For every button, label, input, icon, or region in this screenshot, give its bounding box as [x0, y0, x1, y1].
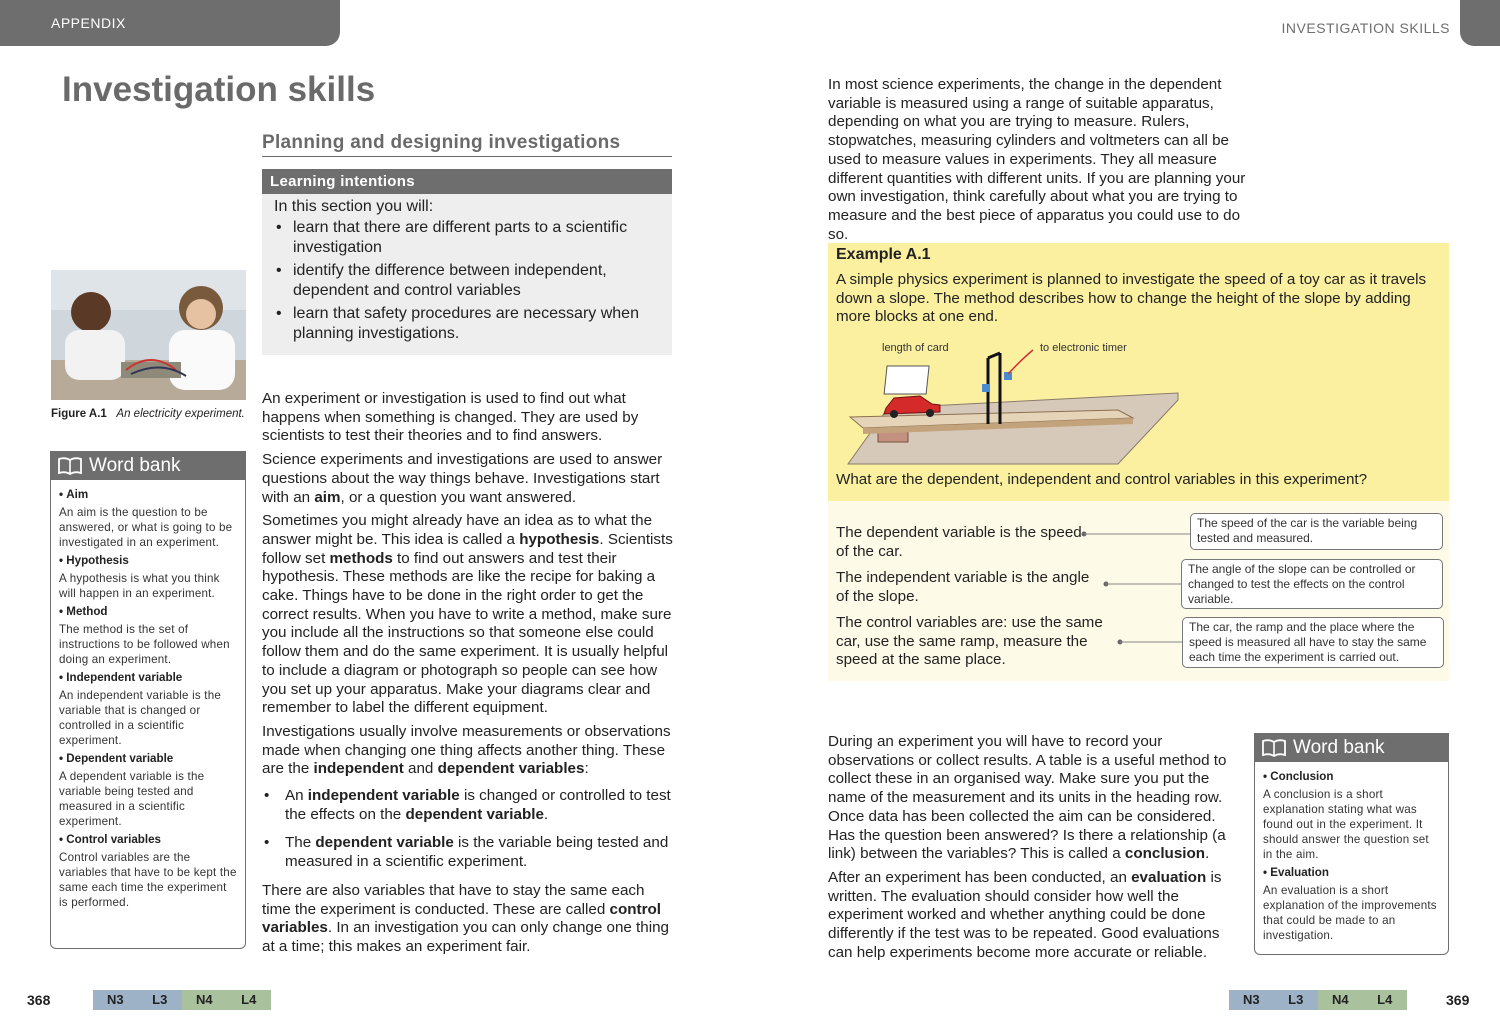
page-number-right: 369 — [1446, 992, 1470, 1008]
running-header-right-tab — [1460, 0, 1500, 46]
word-bank-title: Word bank — [89, 455, 181, 476]
level-badge: N4 — [1318, 990, 1363, 1010]
label-length-of-card: length of card — [882, 342, 949, 354]
word-bank-term: • Hypothesis — [59, 554, 129, 567]
answer-dependent: The dependent variable is the speed of the car. — [836, 524, 1082, 560]
figure-caption — [51, 407, 246, 422]
callout-independent: The angle of the slope can be controlled or changed to test the effects on the control variable. — [1181, 559, 1443, 609]
list-item: • learn that safety procedures are necessary when planning investigations. — [274, 304, 652, 344]
answer-independent: The independent variable is the angle of the slope. — [836, 569, 1090, 605]
running-header-right-label: INVESTIGATION SKILLS — [1281, 20, 1450, 36]
list-item: • identify the difference between independent, dependent and control variables — [274, 261, 652, 301]
word-bank-heading — [51, 452, 245, 480]
word-bank-definition: Control variables are the variables that have to be kept the same each time the experiment is performed. — [59, 851, 237, 909]
word-bank-term: • Dependent variable — [59, 752, 174, 765]
word-bank-definition: An independent variable is the variable that is changed or controlled in a scientific experiment. — [59, 689, 221, 747]
word-bank-heading — [1255, 734, 1448, 762]
example-question: What are the dependent, independent and control variables in this experiment? — [836, 471, 1368, 488]
level-badge: L3 — [138, 990, 183, 1010]
word-bank-definition: An aim is the question to be answered, or what is going to be investigated in an experiment. — [59, 506, 233, 549]
callout-control: The car, the ramp and the place where the speed is measured all have to stay the same each time the experiment is carried out. — [1182, 617, 1444, 668]
section-subtitle: Planning and designing investigations — [262, 132, 672, 157]
variables-list — [262, 787, 674, 872]
word-bank-term: • Evaluation — [1263, 866, 1329, 879]
figure-label: Figure A.1 — [51, 408, 107, 420]
learning-intentions-intro: In this section you will: — [274, 198, 434, 215]
example-answers — [828, 501, 1449, 681]
paragraph: There are also variables that have to stay the same each time the experiment is conducted. These are called control variables. In an investigation you can only change one thing at a time; this makes an experiment fair. — [262, 881, 669, 955]
right-body-text — [828, 733, 1244, 967]
level-badges-right — [1229, 990, 1407, 1010]
learning-intentions-box — [262, 169, 672, 355]
running-header-left — [0, 0, 340, 46]
paragraph: Sometimes you might already have an idea as to what the answer might be. This idea is called a hypothesis. Scientists follow set methods to find out answers and test their hypothesis. These methods are like the recipe for baking a cake. Things have to be done in the right order to get the correct results. When you have to write a method, make sure you include all the instructions so that someone else could follow them and do the same experiment. It is usually helpful to include a diagram or photograph so people can see how you set up your apparatus. Make your diagrams clear and remember to label the different equipment. — [262, 512, 673, 717]
example-text: A simple physics experiment is planned to investigate the speed of a toy car as it travels down a slope. The method describes how to change the height of the slope by adding more blocks at one end. — [836, 271, 1427, 326]
figure-photo-electricity — [51, 270, 246, 400]
right-intro-text — [828, 76, 1248, 249]
learning-intentions-list — [262, 216, 672, 344]
word-bank-definition: A conclusion is a short explanation stating what was found out in the experiment. It should answer the question set in the aim. — [1263, 788, 1429, 861]
paragraph: Investigations usually involve measurements or observations made when changing one thing affects another thing. These are the independent and dependent variables: — [262, 722, 671, 778]
paragraph: An experiment or investigation is used to find out what happens when something is changed. They are used by scientists to test their theories and to find answers. — [262, 390, 639, 445]
open-book-icon — [1261, 738, 1287, 758]
word-bank-term: • Aim — [59, 488, 89, 501]
word-bank-term: • Control variables — [59, 833, 161, 846]
word-bank-definition: A dependent variable is the variable being tested and measured in a scientific experiment. — [59, 770, 205, 828]
word-bank-term: • Independent variable — [59, 671, 183, 684]
learning-intentions-heading: Learning intentions — [262, 169, 672, 194]
paragraph: In most science experiments, the change in the dependent variable is measured using a range of suitable apparatus, depending on what you are trying to measure. Rulers, stopwatches, measuring cylinders and voltmeters can all be used to measure values in experiments. They all measure different quantities with different units. If you are planning your own investigation, think carefully about what you are trying to measure and the best piece of apparatus you could use to do so. — [828, 76, 1246, 243]
level-badge: L3 — [1274, 990, 1319, 1010]
paragraph: Science experiments and investigations are used to answer questions about the way things behave. Investigations start with an aim, or a question you want answered. — [262, 451, 663, 506]
word-bank-right — [1254, 733, 1449, 955]
page-title: Investigation skills — [62, 70, 376, 109]
word-bank-left — [50, 451, 246, 949]
callout-dependent: The speed of the car is the variable being tested and measured. — [1190, 513, 1443, 550]
paragraph: During an experiment you will have to record your observations or collect results. A table is a useful method to collect these in an organised way. Make sure you put the name of the measurement and its units in the heading row. Once data has been collected the aim can be considered. Has the question been answered? Is there a relationship (a link) between the variables? This is called a conclusion. — [828, 733, 1227, 863]
section-label: APPENDIX — [51, 15, 126, 31]
level-badge: L4 — [227, 990, 272, 1010]
paragraph: After an experiment has been conducted, an evaluation is written. The evaluation should consider how well the experiment worked and whether anything could be done differently if the test was to be repeated. Good evaluations can help experiments become more accurate or reliable. — [828, 868, 1222, 961]
level-badges-left — [93, 990, 271, 1010]
example-title: Example A.1 — [836, 246, 931, 263]
word-bank-title: Word bank — [1293, 737, 1385, 758]
word-bank-definition: A hypothesis is what you think will happen in an experiment. — [59, 572, 220, 600]
list-item: • The dependent variable is the variable being tested and measured in a scientific experiment. — [262, 834, 674, 871]
word-bank-term: • Conclusion — [1263, 770, 1334, 783]
label-electronic-timer: to electronic timer — [1040, 342, 1127, 354]
left-body-text — [262, 390, 674, 962]
answer-control: The control variables are: use the same car, use the same ramp, measure the speed at the same place. — [836, 614, 1103, 669]
example-box — [828, 243, 1449, 501]
figure-caption-text: An electricity experiment. — [116, 408, 245, 420]
level-badge: N3 — [1229, 990, 1274, 1010]
level-badge: N3 — [93, 990, 138, 1010]
ramp-diagram — [828, 338, 1449, 468]
list-item: • An independent variable is changed or controlled to test the effects on the dependent variable. — [262, 787, 674, 824]
word-bank-term: • Method — [59, 605, 108, 618]
word-bank-definition: An evaluation is a short explanation of the improvements that could be made to an investigation. — [1263, 884, 1437, 942]
level-badge: N4 — [182, 990, 227, 1010]
word-bank-definition: The method is the set of instructions to be followed when doing an experiment. — [59, 623, 230, 666]
list-item: • learn that there are different parts to a scientific investigation — [274, 218, 652, 258]
level-badge: L4 — [1363, 990, 1408, 1010]
open-book-icon — [57, 456, 83, 476]
page-number-left: 368 — [27, 992, 51, 1008]
